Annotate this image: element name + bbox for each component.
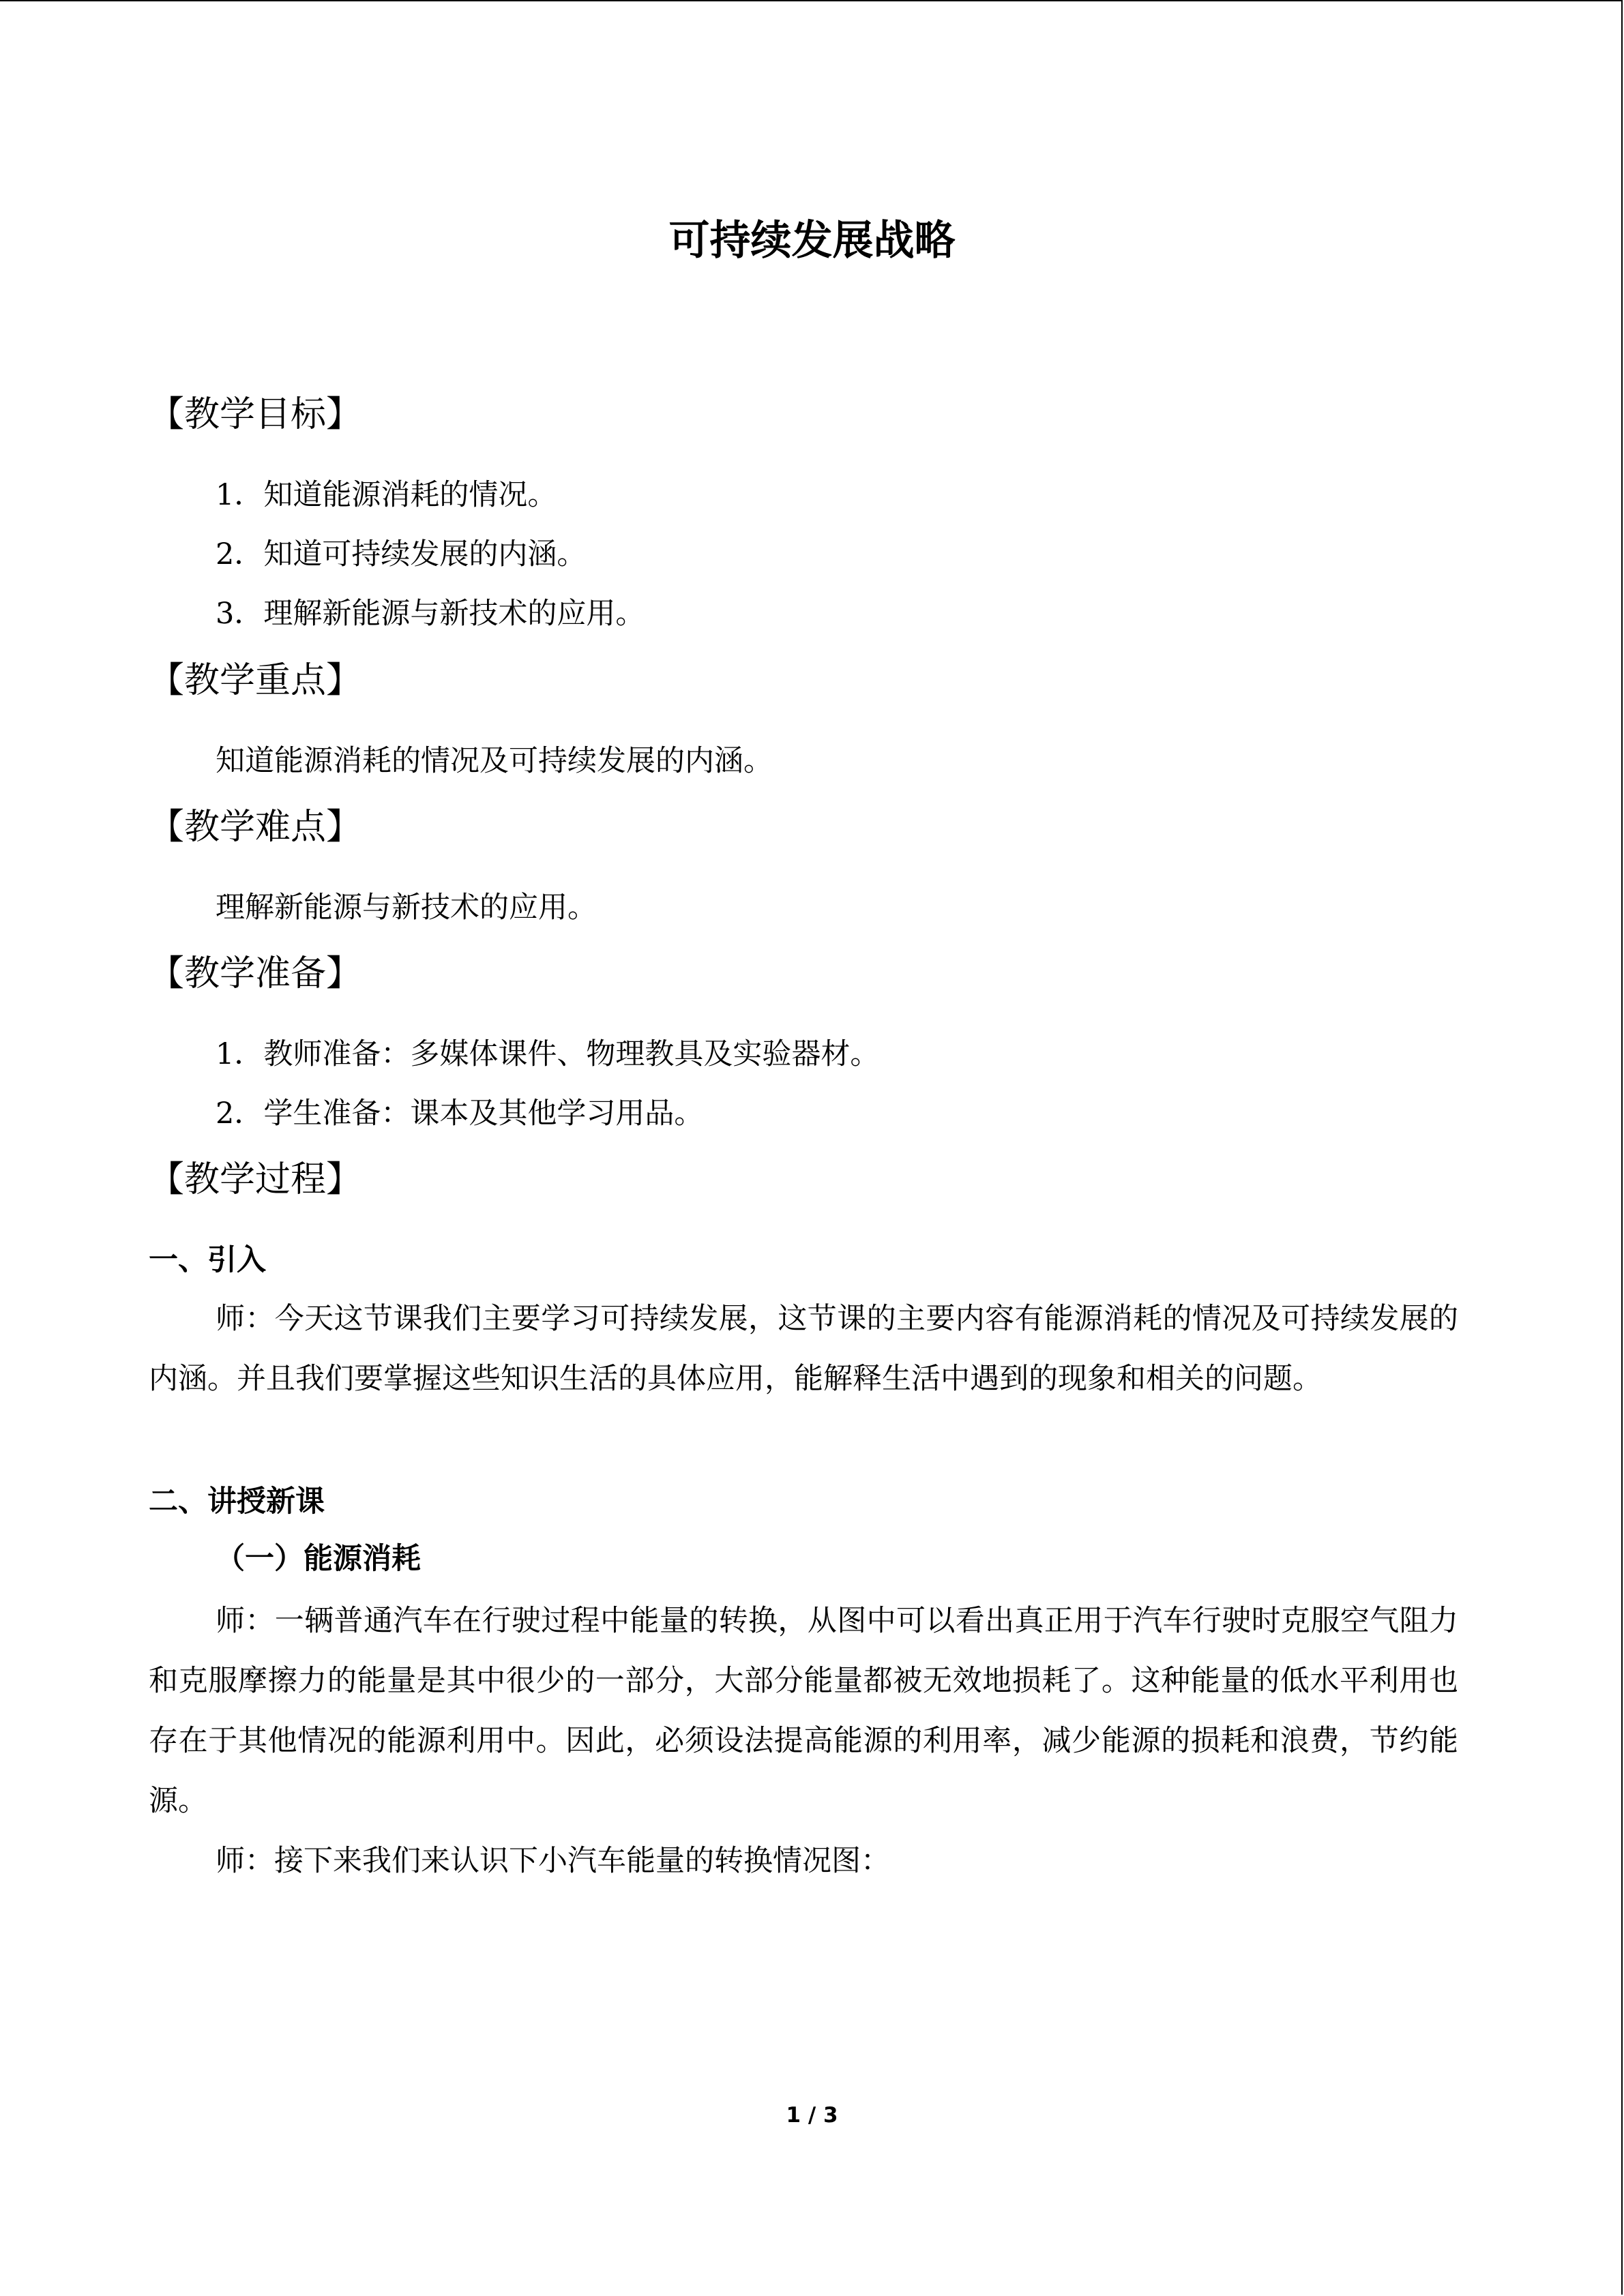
energy-paragraph-2: 师：接下来我们来认识下小汽车能量的转换情况图：	[216, 1844, 890, 1878]
energy-paragraph-1: 师：一辆普通汽车在行驶过程中能量的转换，从图中可以看出真正用于汽车行驶时克服空气阻力和克服摩擦力的能量是其中很少的一部分，大部分能量都被无效地损耗了。这种能量的低水平利用也存在于其他情况的能源利用中。因此，必须设法提高能源的利用率，减少能源的损耗和浪费，节约能源。	[149, 1604, 1458, 1818]
objective-item-2: 2．知道可持续发展的内涵。	[216, 537, 587, 571]
preparation-item-1: 1．教师准备：多媒体课件、物理教具及实验器材。	[216, 1037, 880, 1071]
difficulties-heading: 【教学难点】	[149, 807, 362, 848]
objectives-heading: 【教学目标】	[149, 394, 362, 435]
energy-consumption-subheading: （一）能源消耗	[216, 1542, 421, 1576]
new-lesson-heading: 二、讲授新课	[149, 1485, 325, 1519]
difficulties-text: 理解新能源与新技术的应用。	[216, 891, 597, 925]
process-heading: 【教学过程】	[149, 1159, 362, 1200]
preparation-item-2: 2．学生准备：课本及其他学习用品。	[216, 1097, 704, 1131]
intro-heading: 一、引入	[149, 1243, 266, 1277]
key-points-heading: 【教学重点】	[149, 660, 362, 701]
objective-item-3: 3．理解新能源与新技术的应用。	[216, 597, 645, 631]
intro-paragraph: 师：今天这节课我们主要学习可持续发展，这节课的主要内容有能源消耗的情况及可持续发展的内涵。并且我们要掌握这些知识生活的具体应用，能解释生活中遇到的现象和相关的问题。	[149, 1302, 1458, 1396]
preparation-heading: 【教学准备】	[149, 953, 362, 994]
page-number: 1 / 3	[786, 2103, 838, 2128]
document-title: 可持续发展战略	[668, 217, 956, 265]
objective-item-1: 1．知道能源消耗的情况。	[216, 478, 557, 512]
key-points-text: 知道能源消耗的情况及可持续发展的内涵。	[216, 744, 773, 778]
